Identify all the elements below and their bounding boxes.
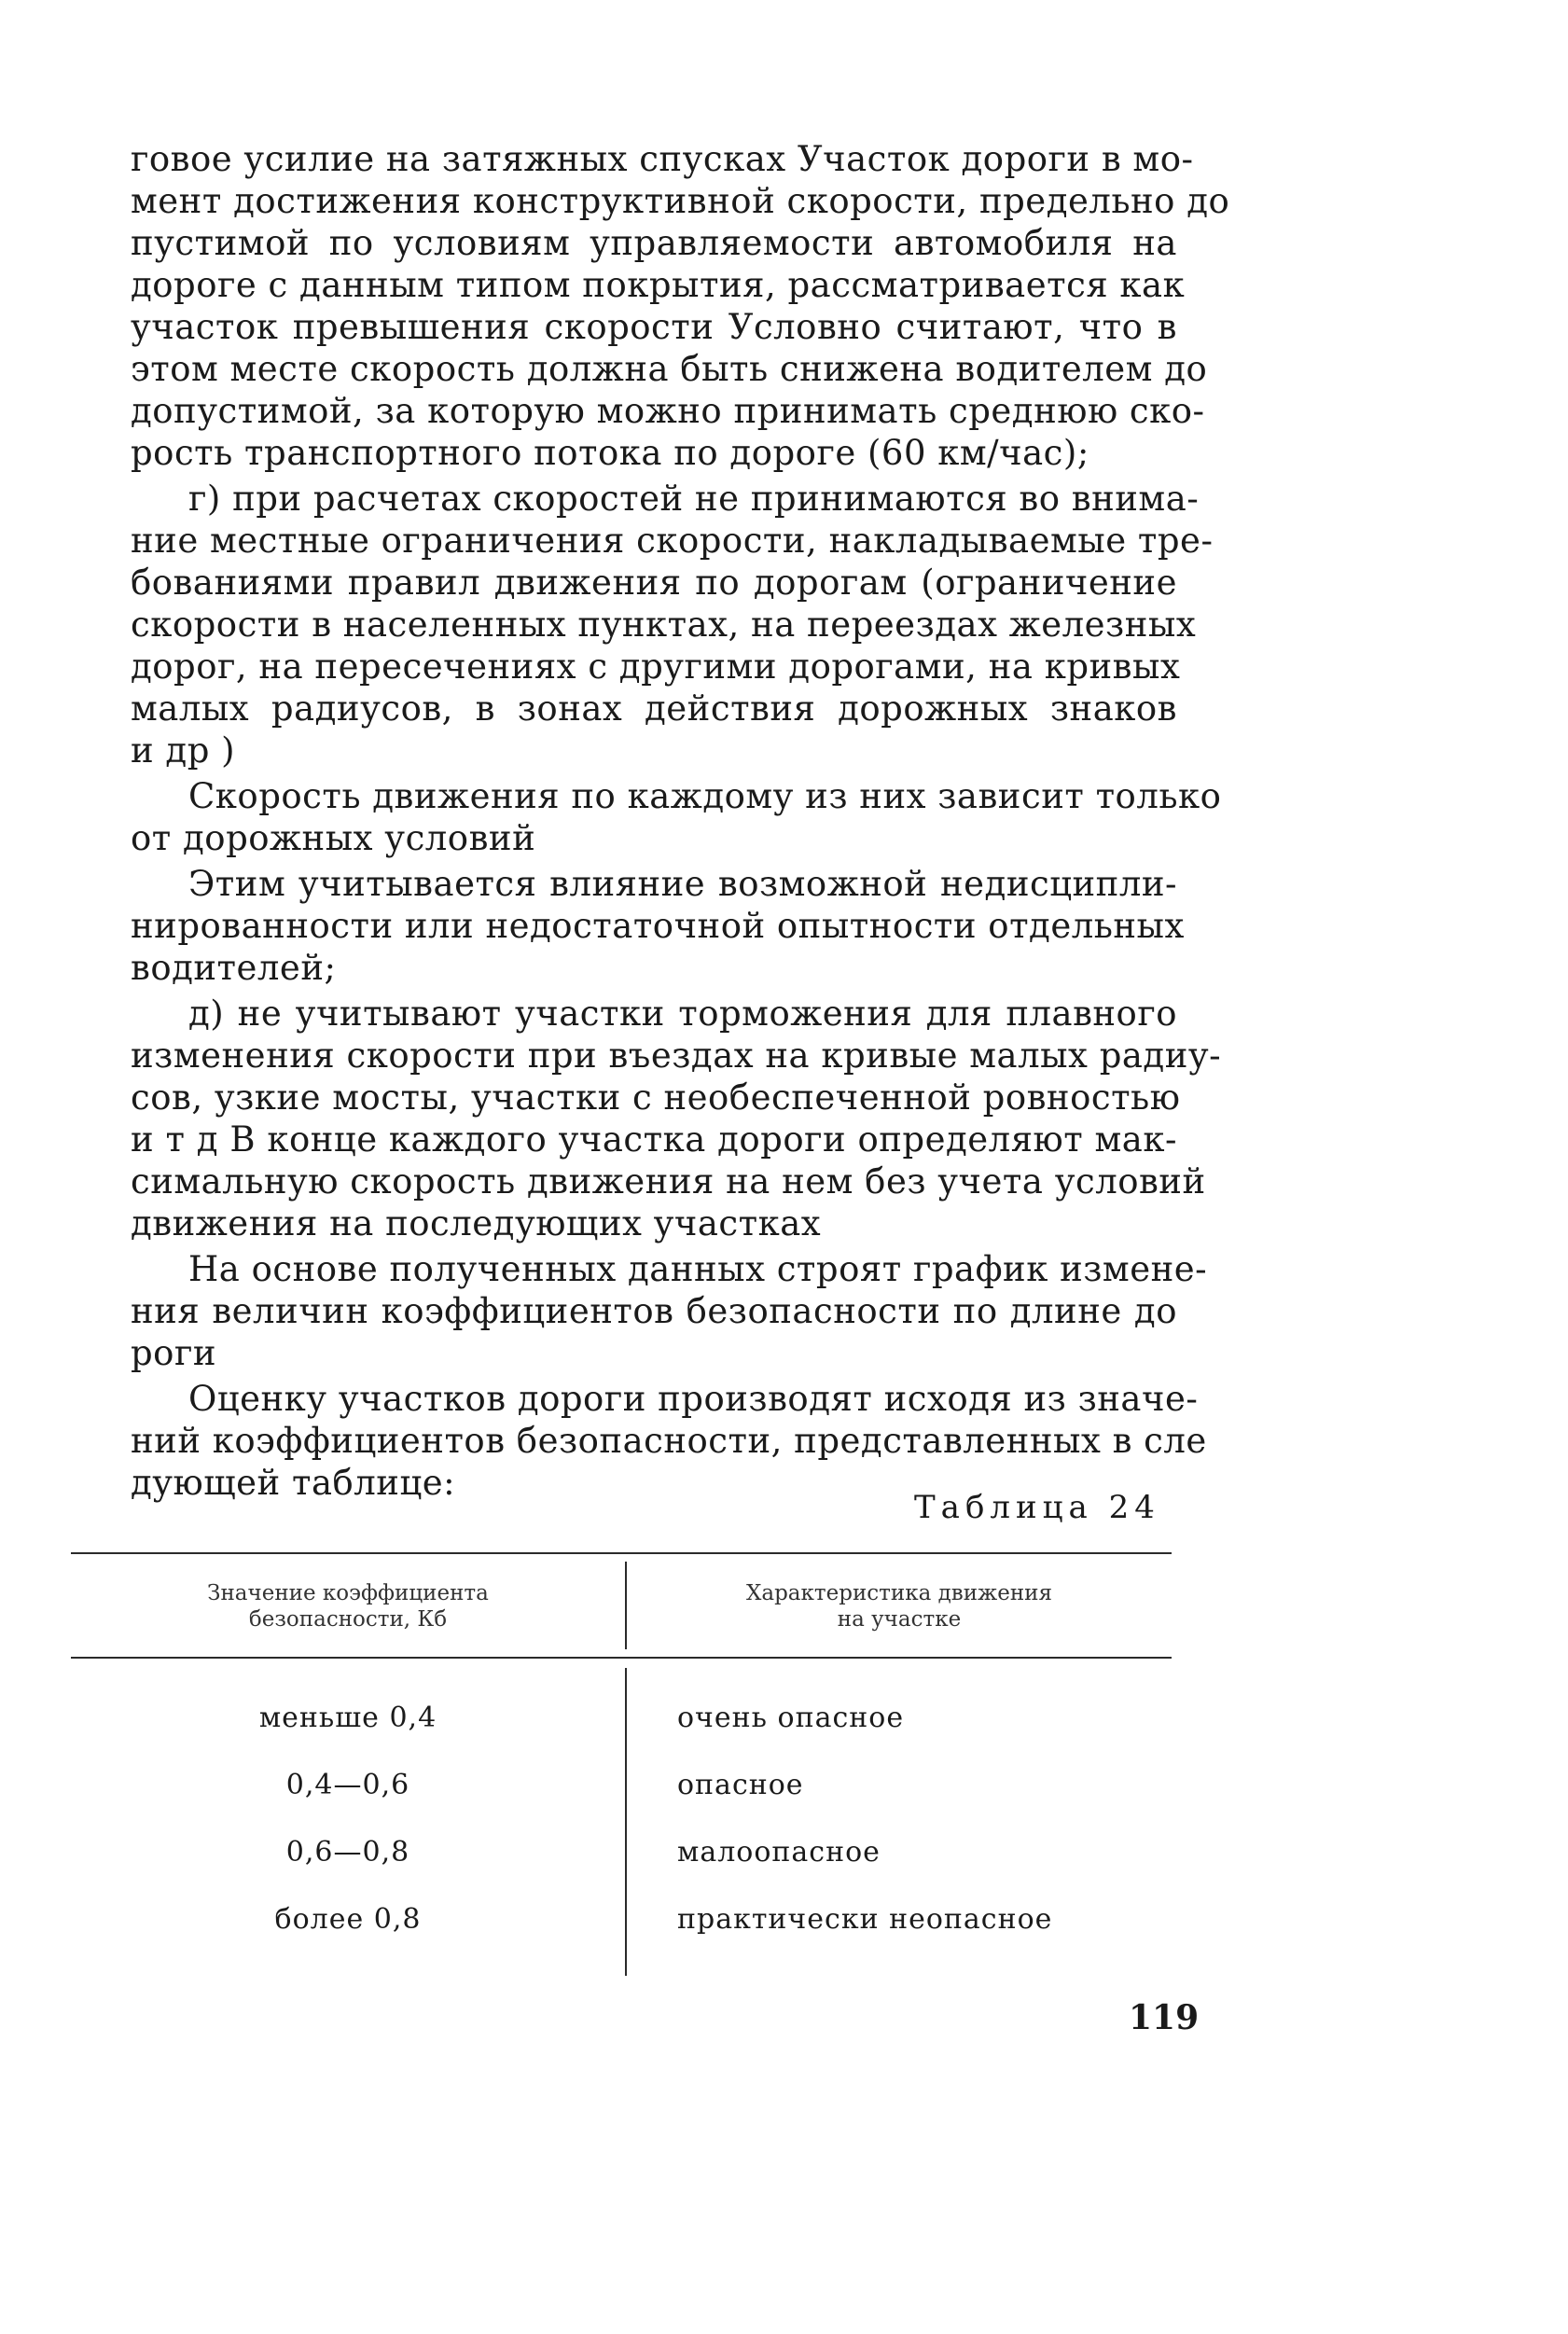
text-line: нированности или недостаточной опытности отдельных	[131, 906, 1185, 946]
text-line: сов, узкие мосты, участки с необеспеченной ровностью	[131, 1077, 1181, 1118]
text-line: мент достижения конструктивной скорости, предельно до	[131, 181, 1230, 221]
text-line: дороге с данным типом покрытия, рассматривается как	[131, 265, 1186, 305]
text-line: участок превышения скорости Условно считают, что в	[131, 307, 1177, 347]
paragraph	[131, 138, 1230, 474]
table-cell-characteristic: малоопасное	[677, 1836, 881, 1869]
table-caption: Таблица 24	[914, 1489, 1160, 1526]
text-line: водителей;	[131, 948, 337, 988]
text-line: д) не учитывают участки торможения для плавного	[188, 993, 1177, 1034]
body-text	[131, 138, 1230, 1504]
text-line: ния величин коэффициентов безопасности по длине до	[131, 1291, 1177, 1331]
text-line: этом месте скорость должна быть снижена водителем до	[131, 349, 1208, 389]
header-line: на участке	[837, 1607, 962, 1632]
text-line: рость транспортного потока по дороге (60 км/час);	[131, 433, 1089, 473]
table-body-divider	[625, 1668, 627, 1976]
paragraph	[131, 478, 1214, 771]
safety-coefficient-table	[71, 1552, 1172, 1981]
text-line: Скорость движения по каждому из них зависит только	[188, 776, 1222, 816]
text-line: говое усилие на затяжных спусках Участок дороги в мо-	[131, 139, 1194, 179]
header-line: безопасности, Кб	[248, 1607, 448, 1632]
text-line: бованиями правил движения по дорогам (ограничение	[131, 563, 1177, 603]
table-header-characteristic	[627, 1580, 1172, 1632]
table-cell-value: 0,4—0,6	[285, 1769, 410, 1801]
text-line: изменения скорости при въездах на кривые малых радиу-	[131, 1035, 1222, 1076]
table-top-rule	[71, 1552, 1172, 1554]
text-line: дующей таблице:	[131, 1463, 456, 1503]
text-line: г) при расчетах скоростей не принимаются во внима-	[188, 479, 1200, 519]
table-header-rule	[71, 1657, 1172, 1659]
table-cell-characteristic: очень опасное	[677, 1702, 905, 1734]
header-line: Характеристика движения	[746, 1581, 1052, 1605]
text-line: скорости в населенных пунктах, на переездах железных	[131, 604, 1197, 645]
paragraph	[131, 1248, 1208, 1374]
text-line: пустимой по условиям управляемости автомобиля на	[131, 223, 1177, 263]
text-line: Оценку участков дороги производят исходя из значе-	[188, 1379, 1199, 1419]
text-line: малых радиусов, в зонах действия дорожных знаков	[131, 688, 1177, 729]
table-cell-characteristic: практически неопасное	[677, 1903, 1053, 1936]
text-line: и др )	[131, 730, 236, 771]
table-header-value	[71, 1580, 625, 1632]
text-line: На основе полученных данных строят график измене-	[188, 1249, 1208, 1289]
table-cell-characteristic: опасное	[677, 1769, 804, 1801]
table-cell-value: меньше 0,4	[258, 1702, 437, 1734]
paragraph	[131, 863, 1185, 989]
text-line: допустимой, за которую можно принимать среднюю ско-	[131, 391, 1205, 431]
text-line: роги	[131, 1333, 217, 1373]
paragraph	[131, 1378, 1207, 1504]
text-line: движения на последующих участках	[131, 1203, 822, 1243]
paragraph	[131, 993, 1222, 1244]
text-line: дорог, на пересечениях с другими дорогами, на кривых	[131, 646, 1181, 687]
header-line: Значение коэффициента	[207, 1581, 489, 1605]
text-line: ний коэффициентов безопасности, представленных в сле	[131, 1421, 1207, 1461]
text-line: симальную скорость движения на нем без учета условий	[131, 1161, 1206, 1202]
text-line: ние местные ограничения скорости, накладываемые тре-	[131, 521, 1214, 561]
paragraph	[131, 775, 1222, 859]
table-cell-value: более 0,8	[274, 1903, 422, 1936]
table-cell-value: 0,6—0,8	[285, 1836, 410, 1869]
text-line: и т д В конце каждого участка дороги определяют мак-	[131, 1119, 1177, 1160]
page-number: 119	[1129, 1998, 1200, 2037]
text-line: от дорожных условий	[131, 818, 536, 858]
text-line: Этим учитывается влияние возможной недисципли-	[188, 864, 1177, 904]
